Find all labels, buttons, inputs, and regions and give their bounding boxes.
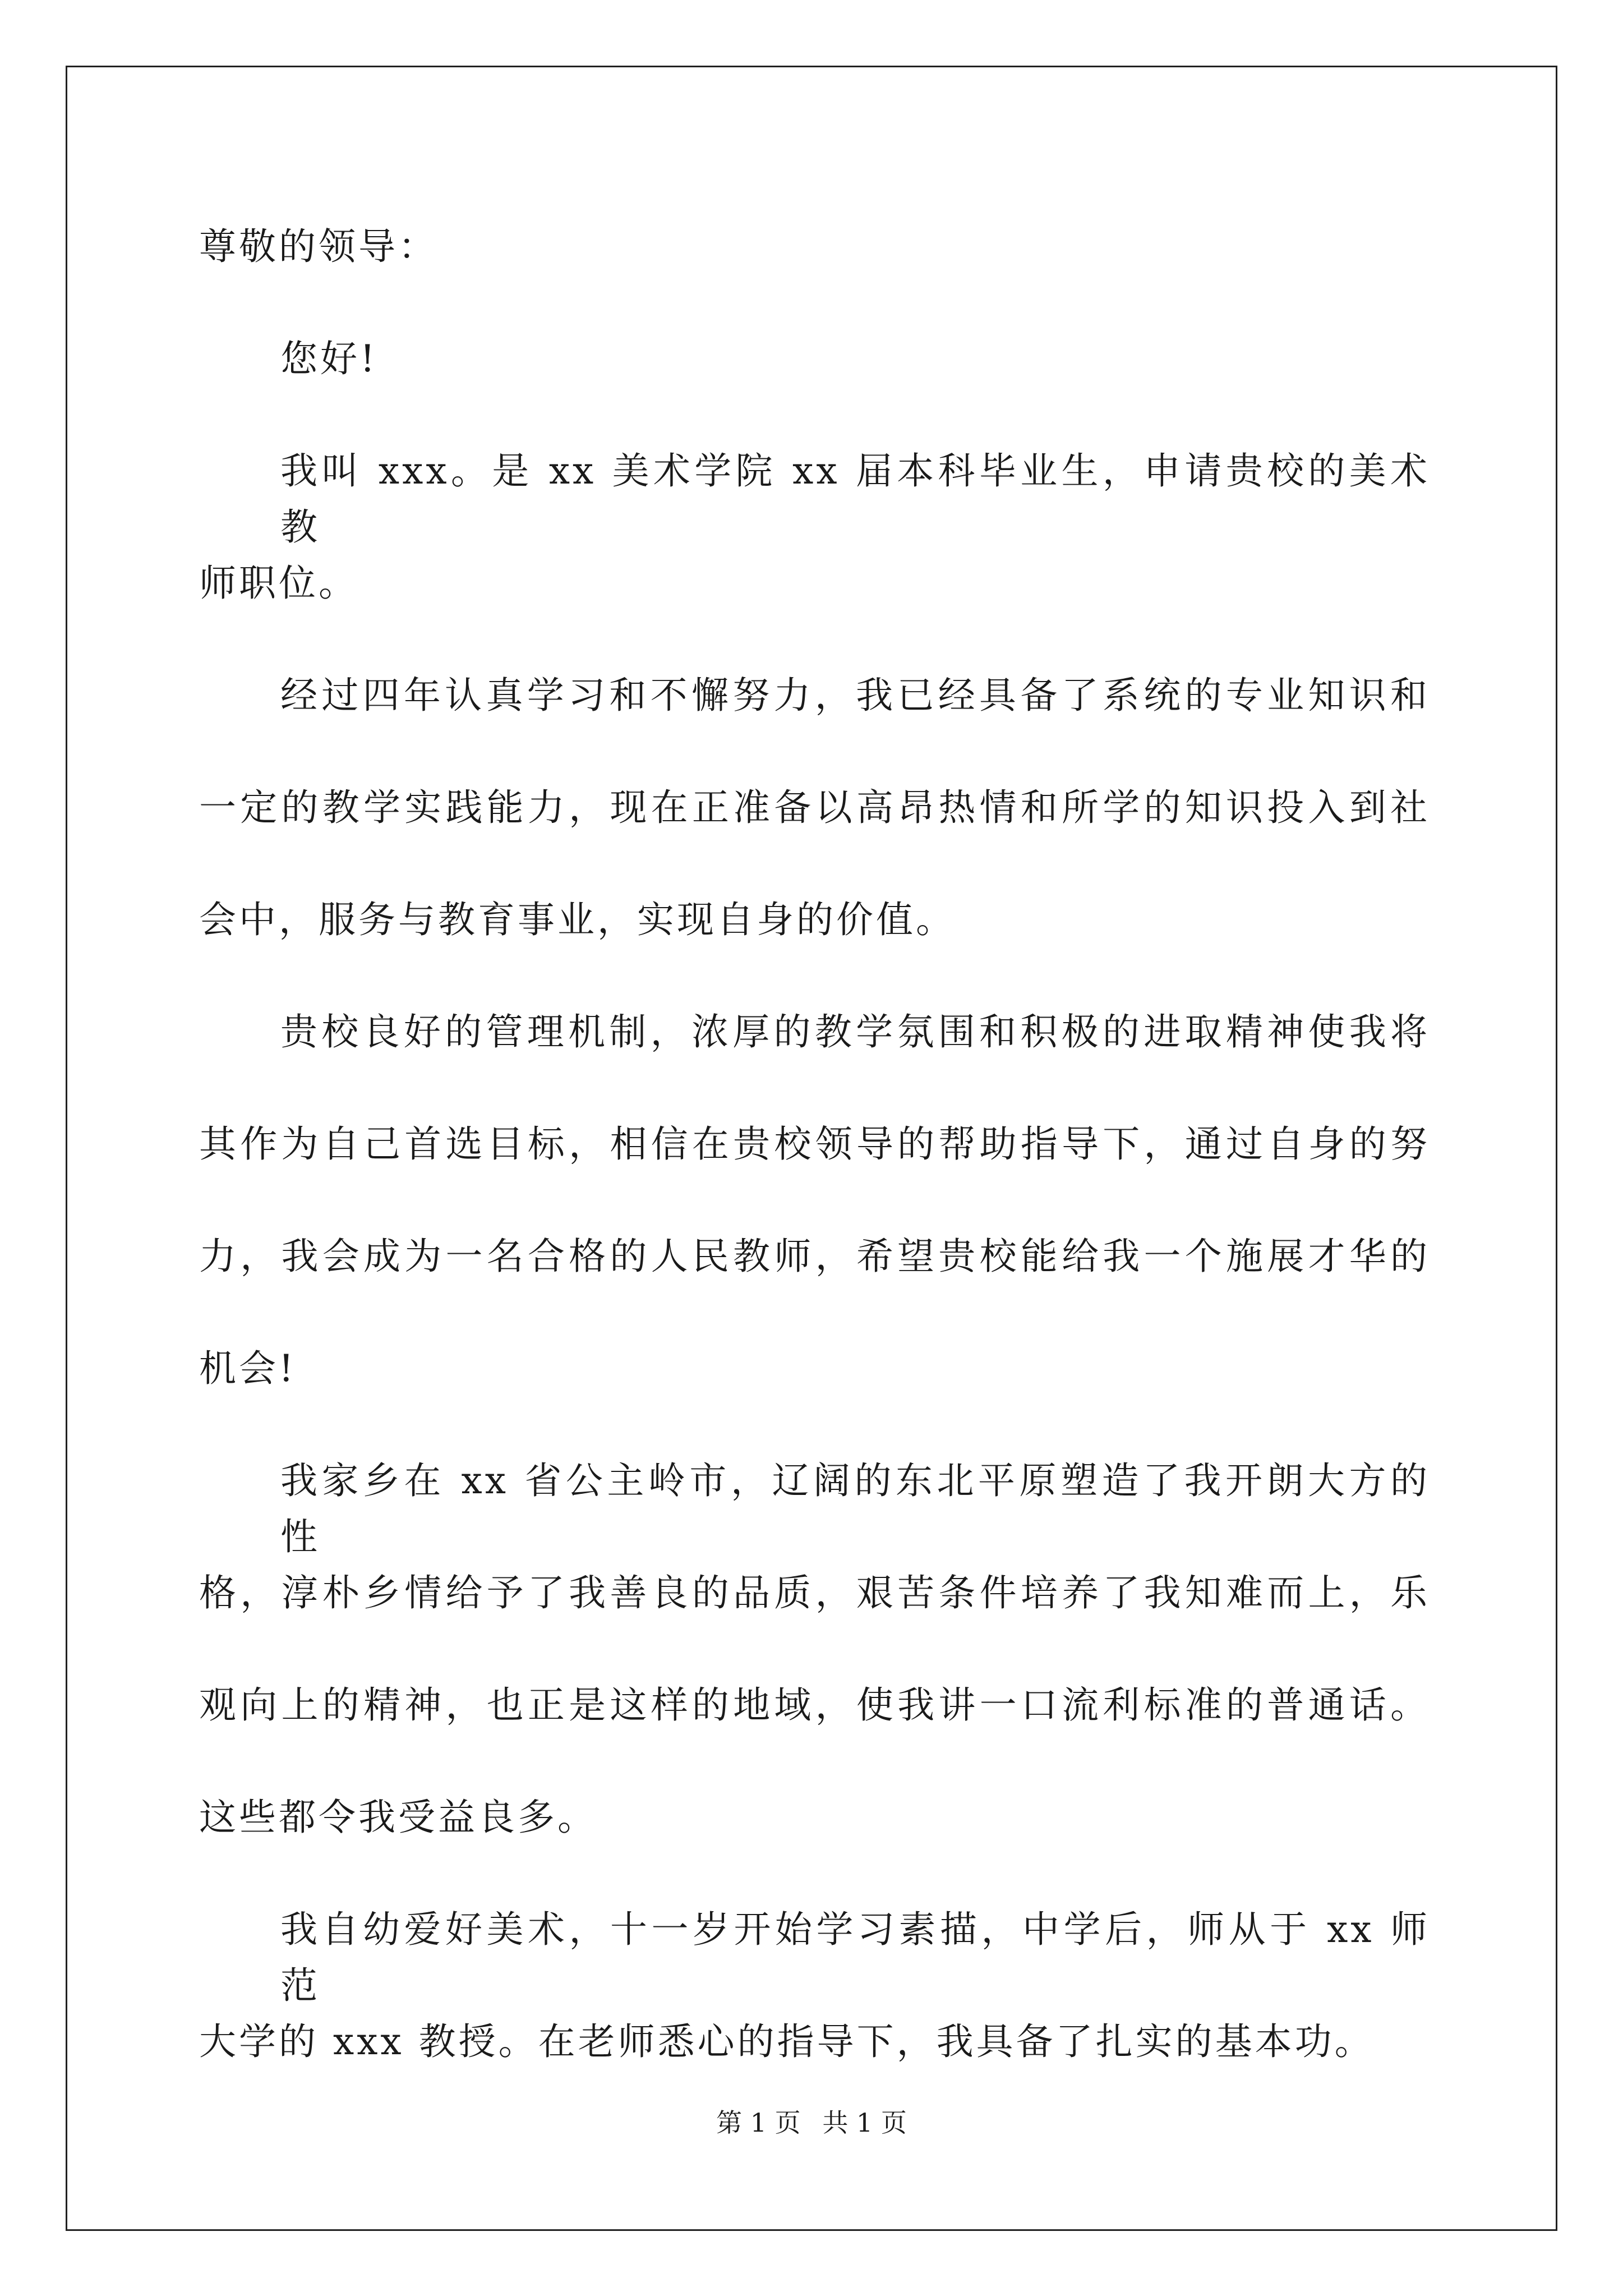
paragraph-2-line-1: 经过四年认真学习和不懈努力，我已经具备了系统的专业知识和 xyxy=(280,674,1430,717)
page-number-total: 共 1 页 xyxy=(822,2108,907,2138)
paragraph-5-line-2: 大学的 xxx 教授。在老师悉心的指导下，我具备了扎实的基本功。 xyxy=(199,2020,1375,2063)
paragraph-1-line-2: 师职位。 xyxy=(199,562,358,605)
page-footer xyxy=(0,2106,1623,2139)
greeting: 您好! xyxy=(280,337,378,380)
paragraph-4-line-1: 我家乡在 xx 省公主岭市，辽阔的东北平原塑造了我开朗大方的性 xyxy=(280,1459,1430,1558)
paragraph-4-line-2: 格，淳朴乡情给予了我善良的品质，艰苦条件培养了我知难而上，乐 xyxy=(199,1571,1430,1614)
paragraph-5-line-1: 我自幼爱好美术，十一岁开始学习素描，中学后，师从于 xx 师范 xyxy=(280,1908,1430,2007)
paragraph-2-line-3: 会中，服务与教育事业，实现自身的价值。 xyxy=(199,898,956,941)
paragraph-2-line-2: 一定的教学实践能力，现在正准备以高昂热情和所学的知识投入到社 xyxy=(199,786,1430,829)
paragraph-3-line-4: 机会! xyxy=(199,1347,297,1390)
paragraph-4-line-4: 这些都令我受益良多。 xyxy=(199,1796,597,1839)
letter-body xyxy=(199,219,1430,2126)
paragraph-1-line-1: 我叫 xxx。是 xx 美术学院 xx 届本科毕业生，申请贵校的美术教 xyxy=(280,449,1430,549)
page-number-current: 第 1 页 xyxy=(716,2108,801,2138)
salutation: 尊敬的领导： xyxy=(199,225,438,268)
paragraph-3-line-1: 贵校良好的管理机制，浓厚的教学氛围和积极的进取精神使我将 xyxy=(280,1010,1430,1053)
paragraph-3-line-2: 其作为自己首选目标，相信在贵校领导的帮助指导下，通过自身的努 xyxy=(199,1122,1430,1166)
paragraph-4-line-3: 观向上的精神，也正是这样的地域，使我讲一口流利标准的普通话。 xyxy=(199,1683,1430,1727)
paragraph-3-line-3: 力，我会成为一名合格的人民教师，希望贵校能给我一个施展才华的 xyxy=(199,1235,1430,1278)
